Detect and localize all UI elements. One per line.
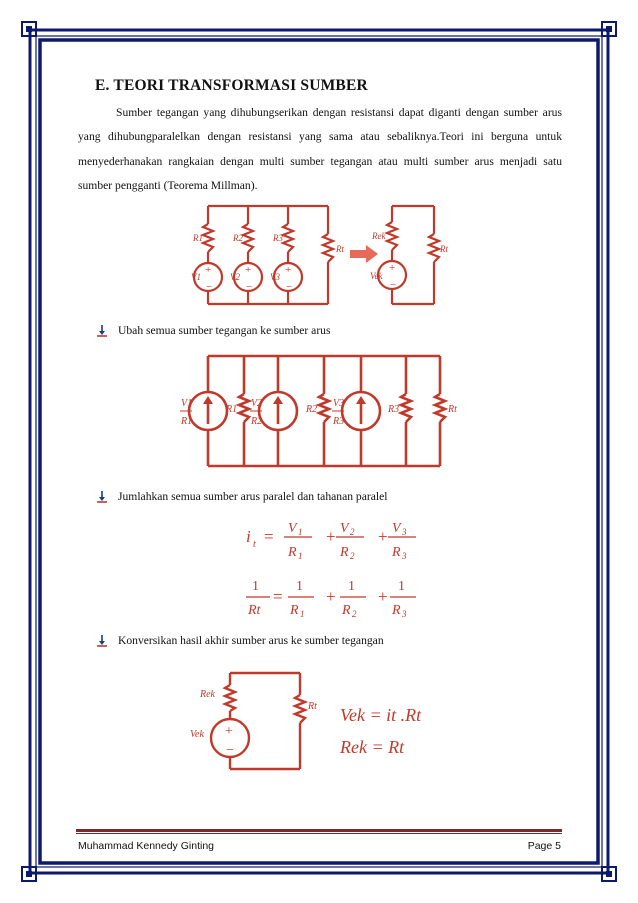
svg-text:+: + (245, 264, 252, 276)
equations-block (240, 510, 430, 628)
circuit1-v3-label: V3 (270, 272, 280, 282)
svg-text:−: − (390, 279, 397, 291)
bullet-arrow-icon (96, 325, 108, 337)
svg-text:R: R (342, 603, 351, 618)
bullet-item-1 (96, 324, 331, 337)
circuit1-vek-label: Vek (370, 271, 383, 281)
eq1-lhs-sub: t (253, 539, 256, 550)
svg-text:3: 3 (402, 551, 407, 561)
footer-rule-thin (76, 833, 562, 834)
svg-text:V: V (340, 521, 349, 536)
svg-text:=: = (273, 587, 283, 606)
svg-text:+: + (225, 724, 233, 739)
svg-text:V: V (288, 521, 297, 536)
svg-text:R: R (288, 545, 297, 560)
bullet-text-3: Konversikan hasil akhir sumber arus ke sumber tegangan (118, 634, 384, 647)
svg-text:+: + (389, 262, 396, 274)
circuit2-r2-label: R2 (306, 404, 318, 415)
svg-text:+: + (326, 587, 336, 606)
bullet-arrow-icon (96, 635, 108, 647)
circuit2-src3-num: V3 (333, 398, 345, 409)
svg-text:+: + (326, 527, 336, 546)
svg-text:=: = (264, 527, 274, 546)
circuit2-src3-den: R3 (333, 416, 345, 427)
eq2-lhs-num: 1 (252, 579, 259, 594)
circuit3-vek-label: Vek (190, 729, 204, 740)
bullet-item-2 (96, 490, 387, 503)
circuit-equivalent-source (188, 665, 468, 775)
circuit1-v1-label: V1 (191, 272, 201, 282)
circuit1-r3-label: R3 (273, 233, 283, 243)
svg-text:2: 2 (350, 527, 355, 537)
svg-text:1: 1 (348, 579, 355, 594)
svg-text:−: − (226, 743, 234, 758)
circuit1-rt-label: Rt (336, 244, 344, 254)
circuit2-rt-label: Rt (448, 404, 457, 415)
circuit2-src2-num: V2 (251, 398, 263, 409)
bullet-text-1: Ubah semua sumber tegangan ke sumber arus (118, 324, 331, 337)
svg-text:R: R (340, 545, 349, 560)
circuit2-r1-label: R1 (226, 404, 238, 415)
circuit1-rt-right-label: Rt (440, 244, 448, 254)
circuit2-src1-num: V1 (181, 398, 193, 409)
svg-text:1: 1 (298, 527, 303, 537)
circuit1-r2-label: R2 (233, 233, 243, 243)
svg-text:2: 2 (352, 609, 357, 619)
circuit2-src1-den: R1 (181, 416, 193, 427)
svg-text:−: − (286, 281, 293, 293)
circuit1-r1-label: R1 (193, 233, 203, 243)
eq1-lhs: i (246, 527, 251, 546)
circuit-current-sources (178, 350, 468, 472)
circuit-voltage-sources (190, 200, 450, 310)
section-heading: E. TEORI TRANSFORMASI SUMBER (95, 77, 368, 94)
svg-text:R: R (392, 603, 401, 618)
circuit2-src2-den: R2 (251, 416, 263, 427)
circuit1-rek-label: Rek (372, 231, 386, 241)
footer-author: Muhammad Kennedy Ginting (78, 840, 214, 852)
svg-text:1: 1 (298, 551, 303, 561)
svg-text:1: 1 (398, 579, 405, 594)
circuit1-v2-label: V2 (230, 272, 240, 282)
bullet-arrow-icon (96, 491, 108, 503)
footer-page-number: Page 5 (527, 840, 561, 852)
svg-text:−: − (206, 281, 213, 293)
circuit3-rt-label: Rt (308, 701, 317, 712)
circuit2-r3-label: R3 (388, 404, 400, 415)
svg-text:R: R (392, 545, 401, 560)
circuit3-eq1: Vek = it .Rt (340, 705, 422, 725)
svg-text:1: 1 (300, 609, 305, 619)
circuit3-rek-label: Rek (200, 689, 215, 700)
svg-text:2: 2 (350, 551, 355, 561)
svg-text:1: 1 (296, 579, 303, 594)
bullet-text-2: Jumlahkan semua sumber arus paralel dan tahanan paralel (118, 490, 388, 503)
svg-text:−: − (246, 281, 253, 293)
footer-rule (76, 829, 562, 832)
section-paragraph: Sumber tegangan yang dihubungserikan dengan resistansi dapat diganti dengan sumber arus yang dihubungparalelkan dengan resistansi yang sama atau sebaliknya.Teori ini berguna untuk menyederhanakan rangkaian dengan multi sumber tegangan atau multi sumber arus menjadi satu sumber pengganti (Teorema Millman). (78, 106, 562, 193)
svg-text:R: R (290, 603, 299, 618)
circuit3-eq2: Rek = Rt (340, 737, 405, 757)
eq2-lhs-den: Rt (248, 603, 261, 618)
svg-text:+: + (285, 264, 292, 276)
bullet-item-3 (96, 634, 384, 647)
svg-text:+: + (378, 527, 388, 546)
svg-text:V: V (392, 521, 401, 536)
svg-text:3: 3 (402, 609, 407, 619)
svg-text:+: + (378, 587, 388, 606)
svg-text:+: + (205, 264, 212, 276)
svg-text:3: 3 (402, 527, 407, 537)
